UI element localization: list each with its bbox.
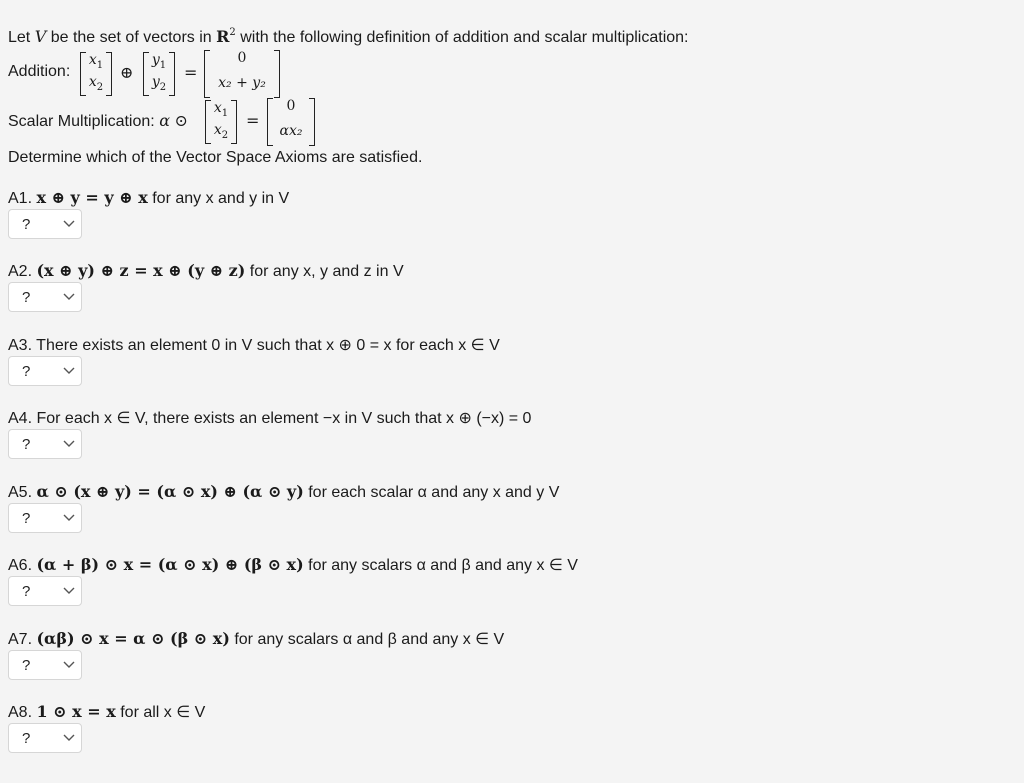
axiom-a1-text	[8, 188, 289, 208]
axiom-a8-select[interactable]	[8, 723, 82, 753]
axiom-condition: for any x and y in V	[147, 190, 290, 207]
axiom-a6-select[interactable]	[8, 576, 82, 606]
axiom-a5-text	[8, 482, 559, 502]
scalar-x-vector: $x_1$ $x_2$	[205, 100, 237, 144]
axiom-label: A2.	[8, 263, 37, 280]
axiom-label: A1.	[8, 190, 37, 207]
axiom-a7-select[interactable]	[8, 650, 82, 680]
scalar-result-vector: 0 αx₂	[267, 98, 315, 146]
addition-label: Addition:	[8, 63, 71, 80]
chevron-down-icon	[63, 219, 75, 229]
axiom-label: A7.	[8, 631, 37, 648]
axiom-a5-select[interactable]	[8, 503, 82, 533]
chevron-down-icon	[63, 733, 75, 743]
chevron-down-icon	[63, 366, 75, 376]
axiom-formula: α ⊙ (x ⊕ y) = (α ⊙ x) ⊕ (α ⊙ y)	[36, 482, 304, 501]
select-value: ?	[22, 216, 31, 233]
chevron-down-icon	[63, 439, 75, 449]
addition-result-vector: 0 x₂ + y₂	[204, 50, 280, 98]
select-value: ?	[22, 436, 31, 453]
axiom-label: A4.	[8, 410, 37, 427]
axiom-a3-select[interactable]	[8, 356, 82, 386]
intro-text: Let V be the set of vectors in $R^2$ with the following definition of addition and scalar multiplication:	[8, 27, 689, 46]
select-value: ?	[22, 730, 31, 747]
addition-x-vector: $x_1$ $x_2$	[80, 52, 112, 96]
instructions: Determine which of the Vector Space Axioms are satisfied.	[8, 149, 423, 166]
axiom-label: A8.	[8, 704, 37, 721]
axiom-a6-text	[8, 555, 578, 575]
chevron-down-icon	[63, 660, 75, 670]
addition-y-vector: $y_1$ $y_2$	[143, 52, 175, 96]
axiom-a2-select[interactable]	[8, 282, 82, 312]
axiom-condition: For each x ∈ V, there exists an element −x in V such that x ⊕ (−x) = 0	[36, 410, 532, 427]
axiom-formula: (α + β) ⊙ x = (α ⊙ x) ⊕ (β ⊙ x)	[36, 555, 304, 574]
axiom-a3-text	[8, 335, 500, 355]
chevron-down-icon	[63, 586, 75, 596]
axiom-a4-select[interactable]	[8, 429, 82, 459]
select-value: ?	[22, 583, 31, 600]
equals-sign: =	[184, 63, 198, 82]
axiom-a2-text	[8, 261, 404, 281]
select-value: ?	[22, 657, 31, 674]
axiom-condition: for each scalar α and any x and y V	[303, 484, 560, 501]
axiom-formula: x ⊕ y = y ⊕ x	[36, 188, 148, 207]
axiom-label: A5.	[8, 484, 37, 501]
axiom-formula: (αβ) ⊙ x = α ⊙ (β ⊙ x)	[36, 629, 230, 648]
axiom-condition: for any scalars α and β and any x ∈ V	[229, 631, 505, 648]
oplus-operator: ⊕	[120, 63, 134, 82]
equals-sign: =	[246, 111, 260, 130]
axiom-a8-text	[8, 702, 205, 722]
axiom-condition: for any x, y and z in V	[245, 263, 404, 280]
axiom-a1-select[interactable]	[8, 209, 82, 239]
axiom-label: A6.	[8, 557, 37, 574]
axiom-condition: There exists an element 0 in V such that x ⊕ 0 = x for each x ∈ V	[36, 337, 500, 354]
axiom-label: A3.	[8, 337, 37, 354]
chevron-down-icon	[63, 513, 75, 523]
axiom-formula: (x ⊕ y) ⊕ z = x ⊕ (y ⊕ z)	[36, 261, 246, 280]
select-value: ?	[22, 510, 31, 527]
scalar-label: Scalar Multiplication: α ⊙	[8, 111, 188, 130]
axiom-a4-text	[8, 408, 531, 428]
axiom-a7-text	[8, 629, 504, 649]
axiom-condition: for any scalars α and β and any x ∈ V	[303, 557, 578, 574]
axiom-condition: for all x ∈ V	[115, 704, 206, 721]
chevron-down-icon	[63, 292, 75, 302]
axiom-formula: 1 ⊙ x = x	[36, 702, 116, 721]
select-value: ?	[22, 289, 31, 306]
select-value: ?	[22, 363, 31, 380]
